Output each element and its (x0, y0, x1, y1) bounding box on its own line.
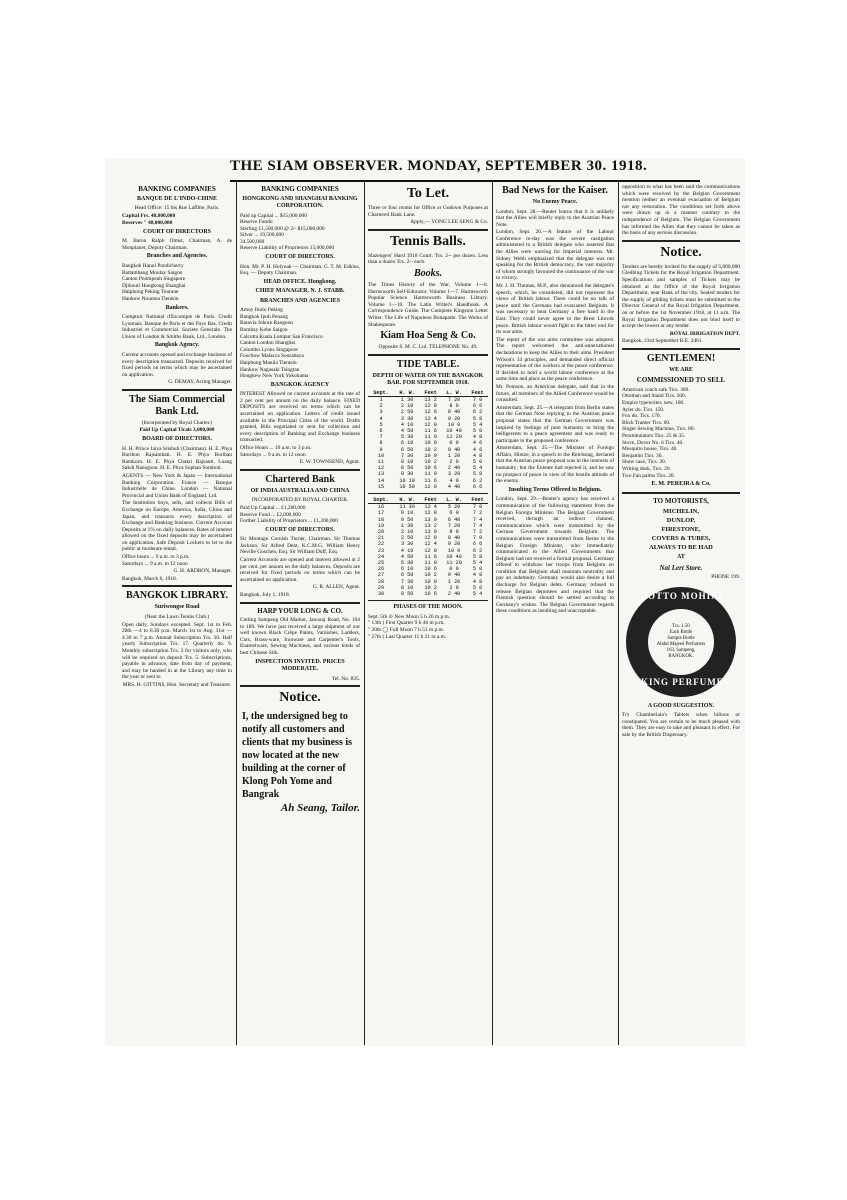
divider (122, 389, 232, 391)
tide-cell: 2 0 (449, 458, 459, 465)
tide-column-header: Feet (420, 497, 441, 504)
tide-cell: 17 (377, 510, 385, 517)
column-rule (236, 180, 237, 1045)
tide-cell: 9 (379, 446, 383, 453)
tide-cell: 3 (379, 409, 383, 416)
tide-cell: 7 4 (472, 516, 483, 523)
tide-row (368, 484, 488, 490)
directors-heading: COURT OF DIRECTORS. (265, 254, 335, 261)
tide-cell: 1 (379, 396, 383, 403)
harp-text: Cutting Sampeng Old Market, Jawaraj Road, No. 104 to 189. We have just received a large shipment of our well known Black Crêpe Paints, Varnishes, Ladders, Cots, Brass-ware, Ironware and Carpenter's Tools, Enamelware, Sewing Machines, and various kinds of best Chinese Silk. (240, 617, 360, 656)
tide-cell: 8 50 (400, 465, 414, 472)
tide-cell: 5 4 (472, 421, 483, 428)
capital-line: Capital Frs. 48,000,000 (122, 212, 176, 219)
tide-cell: 6 6 (472, 541, 483, 548)
tide-cell: 10 0 (447, 421, 461, 428)
tide-cell: 11 20 (446, 434, 462, 441)
siam-hours: Office hours ... 9 a.m. to 3 p.m. Saturdays ... 9 a.m. to 12 noon (122, 554, 190, 567)
tide-cell: 12 0 (424, 547, 437, 554)
tide-cell: 4 8 (472, 578, 483, 585)
tide-cell: 29 (377, 584, 385, 591)
article-paragraph: London, Sept. 26.—A feature of the Labour Conference to-day was the severe castigation administered to a British delegate who asserted that the Allies were warring for Imperial interests. Mr. Sidney Webb emphasized that the delegate was not speaking for the British democracy, the vast majority of whom strongly favoured the continuance of the war to victory. (496, 229, 614, 282)
tide-cell: 5 0 (472, 584, 483, 591)
siam-board-heading: BOARD OF DIRECTORS. (142, 436, 212, 443)
column-5 (622, 183, 740, 1043)
tide-cell: 10 (377, 452, 385, 459)
tide-cell: 10 6 (424, 591, 437, 598)
tide-cell: 8 10 (400, 584, 414, 591)
article-paragraph: London, Sept. 28.—Reuter learns that it is unlikely that the Allies will briefly reply to the Austrian Peace Note. (496, 208, 614, 228)
tide-cell: 10 6 (424, 566, 437, 573)
divider (368, 600, 488, 601)
bankers-heading: Bankers. (165, 304, 189, 311)
divider (368, 493, 488, 494)
siam-incorporated: (Incorporated by Royal Charter.) (141, 419, 213, 426)
tide-cell: 12 8 (424, 510, 437, 517)
tide-cell: 2 50 (400, 409, 414, 416)
divider (622, 240, 740, 242)
column-3 (368, 183, 488, 1043)
branches-heading: Branches and Agencies. (146, 253, 208, 260)
tide-cell: 8 (379, 440, 383, 447)
tide-table-am (368, 390, 488, 490)
tide-cell: 26 (377, 566, 385, 573)
branches-list: Bangkok Hanoi Pondicherry Battambang Moulay Saigon Canton Pnompenh Singapore Djibouti Hongkong Shanghai Haiphong Peking Tourane Hankow Noumea Tientsin (122, 262, 186, 302)
tide-table-pm (368, 497, 488, 597)
commissioned-heading: COMMISSIONED TO SELL (636, 376, 726, 385)
tide-cell: 11 (377, 458, 385, 465)
tide-column-header: Feet (420, 390, 441, 397)
tide-cell: 6 0 (449, 510, 459, 517)
tide-cell: 6 50 (400, 446, 414, 453)
tide-cell: 7 0 (472, 535, 483, 542)
chartered-directors: Sir Montagu Cornish Turner, Chairman. Sir Thomas Jackson. Sir Alfred Dent, K.C.M.G. William Henry Neville Goschen, Esq. Sir William Duff, Esq. (240, 536, 360, 556)
branches-list: Amoy Iloilo Peking Bangkok Ipoh Penang Batavia Johore Rangoon Bombay Kobe Saigon Calcutta Kuala Lumpur San Francisco Canton London Shanghai Colombo Lyons Singapore Foochow Malacca Sourabaya Haiphong Manila Tientsin Hankow Nagasaki Tsingtau Hongkew New York Yokohama (240, 307, 323, 380)
siam-agents: AGENTS — New York & Japan — International Banking Corporation. France — Banque Industrielle de Chine. London — National Provincial and Union Bank of England, Ltd. (122, 472, 232, 499)
tide-column-header: H. W. (394, 497, 420, 504)
suggestion-heading: A GOOD SUGGESTION. (647, 702, 715, 709)
tide-cell: 19 (377, 522, 385, 529)
tide-cell: 7 2 (472, 510, 483, 517)
tide-cell: 4 6 (472, 446, 483, 453)
tide-cell: 1 20 (447, 452, 461, 459)
tide-cell: 27 (377, 572, 385, 579)
tide-cell: 10 2 (424, 458, 437, 465)
tide-cell: 9 20 (447, 541, 461, 548)
tide-cell: 12 (377, 465, 385, 472)
tide-cell: 0 0 (449, 440, 459, 447)
tide-cell: 11 30 (399, 504, 415, 511)
tide-cell: 10 0 (424, 578, 437, 585)
office-hours: Office Hours ... 10 a.m. to 3 p.m. Saturdays ... 9 a.m. to 12 noon (240, 445, 312, 458)
tide-subheading: DEPTH OF WATER ON THE BANGKOK BAR. FOR SEPTEMBER 1918. (372, 372, 484, 387)
tide-cell: 12 6 (424, 409, 437, 416)
article-paragraph: Mr. J. H. Thomas, M.P., also denounced the delegate's speech, which, he considered, did not represent the views of British labour. There could be no talk of peace until the Germans had evacuated Belgium. It was necessary to beat Germany a free hand in the East. They could never agree to the Brest Litovsk peace. British labour would fight to the bitter end for its war aims. (496, 283, 614, 336)
store-name: Nai Lert Store. (659, 563, 703, 572)
tide-heading: TIDE TABLE. (396, 358, 460, 370)
tide-cell: 13 2 (424, 396, 437, 403)
chartered-subheading: OF INDIA AUSTRALIA AND CHINA (250, 487, 350, 494)
agency-heading: Bangkok Agency. (154, 342, 200, 349)
tide-cell: 10 2 (424, 584, 437, 591)
tide-cell: 6 50 (400, 572, 414, 579)
tide-cell: 13 0 (424, 528, 437, 535)
tide-cell: 2 10 (400, 403, 414, 410)
tide-cell: 11 6 (424, 427, 437, 434)
divider (240, 469, 360, 471)
tide-cell: 4 10 (400, 421, 414, 428)
seal-top-text: OTTO MOHINI (648, 590, 724, 601)
tide-cell: 7 2 (472, 528, 483, 535)
tide-cell: 5 8 (472, 553, 483, 560)
section-heading: BANKING COMPANIES (261, 185, 339, 193)
motorists-heading: TO MOTORISTS, (653, 496, 709, 505)
tide-cell: 8 10 (400, 458, 414, 465)
tide-cell: 5 0 (472, 566, 483, 573)
tide-cell: 12 0 (424, 483, 437, 490)
tide-cell: 0 40 (447, 572, 461, 579)
tide-cell: 2 10 (400, 528, 414, 535)
tide-cell: 4 50 (400, 553, 414, 560)
tide-cell: 23 (377, 547, 385, 554)
tide-cell: 6 2 (472, 477, 483, 484)
tide-cell: 11 0 (424, 560, 437, 566)
agency-text: Current accounts opened and exchange business of every description transacted. Deposits received for fixed periods on terms which may be ascertained on application. (122, 351, 232, 378)
chartered-heading: Chartered Bank (265, 473, 335, 485)
tide-cell: 12 4 (424, 541, 437, 548)
store-phone: PHONE 199. (711, 574, 740, 581)
tide-cell: 2 (379, 403, 383, 410)
tide-cell: 22 (377, 541, 385, 548)
tennis-text: Slazengers' Hard 1918 Court. Tcs. 2-- per dozen. Less than a dozen Tcs. 2-- each. (368, 252, 488, 266)
tide-cell: 8 40 (447, 409, 461, 416)
tide-cell: 5 0 (472, 427, 483, 434)
tide-cell: 24 (377, 553, 385, 560)
tide-cell: 4 6 (472, 440, 483, 447)
kiam-subheading: Opposite S. M. C. Ltd. TELEPHONE No. 49. (378, 344, 478, 351)
tide-cell: 18 (377, 516, 385, 523)
section-heading: BANKING COMPANIES (138, 185, 216, 193)
tide-cell: 11 0 (424, 471, 437, 478)
tide-cell: 12 4 (424, 504, 437, 511)
directors-text: M. Baron Ralph Olmst, Chairman, A. de Monplanet, Deputy Chairman. (122, 238, 232, 251)
head-office: HEAD OFFICE. Hongkong. (263, 278, 337, 285)
irrigation-notice-date: Bangkok, 23rd September B.E. 2461. (622, 338, 703, 345)
tide-cell: 28 (377, 578, 385, 585)
tide-cell: 2 50 (400, 535, 414, 542)
divider (122, 585, 232, 587)
tide-cell: 4 8 (472, 434, 483, 441)
agency-signature: G. DEMAY, Acting Manager. (168, 379, 232, 386)
tide-cell: 5 4 (472, 560, 483, 566)
chartered-capital: Paid Up Capital ... £1,200,000 Reserve Fund ... £2,000,000 Further Liability of Proprietors ... £1,200,000 (240, 504, 338, 525)
tide-cell: 8 0 (449, 528, 459, 535)
tide-cell: 7 4 (472, 522, 483, 529)
tide-cell: 9 30 (400, 471, 414, 478)
tide-cell: 10 0 (447, 547, 461, 554)
tide-cell: 10 50 (399, 483, 415, 490)
harp-heading: HARP YOUR LONG & CO. (257, 606, 343, 615)
tide-column-header: Sept. (368, 390, 394, 397)
article-subheading-belgium: Insulting Terms Offered to Belgium. (508, 486, 602, 493)
tide-cell: 6 40 (447, 516, 461, 523)
tide-cell: 11 20 (446, 560, 462, 566)
divider (622, 348, 740, 350)
tide-cell: 1 20 (447, 578, 461, 585)
tennis-heading: Tennis Balls. (390, 233, 466, 249)
tide-cell: 0 40 (447, 446, 461, 453)
capital-block: Paid up Capital ... $15,000,000 Reserve Funds: Sterling £1,500,000 @ 2/- $15,000,000 Silver ... 19,500,000 34,500,000 Reserve Liability of Proprietors 15,000,000 (240, 212, 335, 252)
tide-cell: 6 6 (472, 403, 483, 410)
tide-cell: 10 2 (424, 446, 437, 453)
tide-cell: 10 6 (424, 440, 437, 447)
tide-cell: 3 30 (400, 415, 414, 422)
tide-cell: 3 20 (447, 471, 461, 478)
tide-cell: 12 8 (424, 403, 437, 410)
bankers-text: Comptoir National d'Escompte de Paris. Credit Lyonnais. Banque de Paris et des Pays Bas. Credit Industriel et Commercial. Societe Generale. The Union of London & Smiths Bank, Ltd., London. (122, 314, 232, 340)
tide-cell: 11 6 (424, 477, 437, 484)
agency-signature: E. W. TOWNSEND, Agent. (299, 459, 360, 466)
tide-cell: 3 30 (400, 541, 414, 548)
siam-date: Bangkok, March 6, 1918. (122, 575, 178, 582)
divider (240, 602, 360, 604)
column-rule (364, 180, 365, 1045)
seal-bottom-text: KING PERFUMES (641, 676, 730, 687)
tide-column-header: L. W. (441, 390, 467, 397)
head-office: Head Office: 15 bis Rue Laffitte, Paris. (134, 205, 220, 211)
tide-column-header: Feet (467, 390, 488, 397)
tide-cell: 5 8 (472, 471, 483, 478)
bank-name: HONGKONG AND SHANGHAI BANKING CORPORATION. (242, 195, 358, 209)
article-paragraph: London, Sept. 29.—Reuter's agency has received a communication of the following statement from the Belgian Foreign Minister. The Belgian Government received, through an indirect channel, communications which were transmitted by the German Government towards Belgium. The communications were transmitted from Berne to the Belgian Foreign Minister, who immediately communicated to the Allied Governments that Belgium had not received a formal proposal. Germany offered to withdraw her troops from Belgium on condition that Belgium shall maintain neutrality and pay an indemnity. Germany would also desire a full discharge for Belgian debts. Germany refused to release Belgian deportees and required that the Flemish question should be settled according to Germany's wishes. The Belgian Government regards these conditions as insulting and unacceptable. (496, 496, 614, 615)
tide-cell: 12 0 (424, 421, 437, 428)
divider (368, 354, 488, 356)
tide-cell: 1 30 (400, 522, 414, 529)
tide-cell: 4 8 (472, 572, 483, 579)
tide-cell: 4 40 (447, 483, 461, 490)
tide-cell: 25 (377, 560, 385, 566)
chartered-signature: G. R. ALLEN, Agent. (312, 584, 360, 591)
tide-cell: 5 0 (472, 458, 483, 465)
tide-cell: 6 2 (472, 547, 483, 554)
tide-cell: 13 (377, 471, 385, 478)
to-let-text: Three or four rooms for Office or Godown Purposes at Chartered Bank Lane. (368, 205, 488, 218)
harp-invite: INSPECTION INVITED. PRICES MODERATE. (255, 658, 345, 673)
tide-cell: 21 (377, 535, 385, 542)
article-paragraph: Amsterdam, Sept. 25.—The Minister of Foreign Affairs, Hintze, in a speech to the Reichstag, declared that the Austrian peace proposal was in the interests of humanity; but the Entente had rejected it, and he saw no prospect of peace in view of the hostile attitude of the enemy. (496, 445, 614, 485)
irrigation-notice-heading: Notice. (660, 244, 702, 260)
irrigation-notice-signature: ROYAL IRRIGATION DEPT. (669, 330, 740, 337)
tide-cell: 2 40 (447, 591, 461, 598)
tide-cell: 10 0 (424, 452, 437, 459)
books-text: The Times History of the War. Volume 1—8. Harmsworth Self-Educator. Volume 1—7. Harmsworth Popular Science. Harmsworth Business Library. Volume 1—10. The Latin Writer's Handbook. A Correspondence Guide. The Complete Kingston Letter Writer. The Life of Napoleon Bonaparte. The Works of Shakespeare. (368, 281, 488, 328)
library-text: Open daily, Sundays excepted. Sept. 1st to Feb. 28th —4 to 6.30 p.m. March 1st to Aug. 31st —4.30 to 7 p.m. Annual Subscription Tcs. 30. Half yearly Subscription Tcs. 17. Quarterly do. 9. Monthly subscription Tcs. 3 for visitors only, who will be required on deposit Tcs. 5. Subscriptions, payable in advance, date from day of payment, and may be handed in at the Library any time in the year or sent to (122, 621, 232, 681)
tide-cell: 20 (377, 528, 385, 535)
tide-cell: 4 50 (400, 427, 414, 434)
tide-cell: 8 0 (449, 403, 459, 410)
agency-heading: BANGKOK AGENCY (270, 381, 330, 388)
bank-name: BANQUE DE L'INDO-CHINE (136, 195, 217, 202)
tide-cell: 13 0 (424, 516, 437, 523)
masthead: THE SIAM OBSERVER. MONDAY, SEPTEMBER 30. 1918. (230, 158, 700, 182)
library-location: (Near the Lawn Tennis Club.) (144, 613, 210, 620)
article-paragraph: Amsterdam, Sept. 25.—A telegram from Berlin states that the German Note replying to the Austrian peace proposal states that the German Government was inspired by feelings of pure humanity to bring the belligerents to a peace agreement and was ready to participate in the proposed conference. (496, 404, 614, 444)
siam-signature: G. H. ARDRON, Manager. (173, 568, 232, 575)
tide-cell: 6 10 (400, 566, 414, 573)
tide-cell: 7 0 (472, 396, 483, 403)
tide-cell: 8 40 (447, 535, 461, 542)
tide-cell: 7 20 (447, 396, 461, 403)
chartered-incorporated: INCORPORATED BY ROYAL CHARTER. (251, 497, 349, 504)
tide-cell: 11 0 (424, 434, 437, 441)
motorists-at: AT (677, 554, 685, 561)
tide-cell: 5 20 (447, 504, 461, 511)
tide-cell: 5 30 (400, 434, 414, 441)
harp-telephone: Tel. No. 835. (331, 675, 360, 682)
tide-cell: 7 20 (447, 522, 461, 529)
tide-cell: 0 0 (449, 566, 459, 573)
sale-signature: E. M. PEREIRA & Co. (651, 481, 711, 488)
tide-cell: 14 (377, 477, 385, 484)
directors-heading: COURT OF DIRECTORS (142, 228, 212, 235)
divider (622, 492, 740, 494)
seal-inner (648, 609, 714, 675)
column-2 (240, 183, 360, 1043)
article-continuation: opposition to what has been said the communications which were received by the Belgian Government mention neither an eventual evacuation of Belgium nor any restoration. The conditions set forth above were drawn up in a manner contrary to the independence of Belgium. The Belgian Government has informed the Allies that they cannot be taken as the basis of any serious discussion. (622, 184, 740, 237)
article-paragraph: Mr. Pomson, an American delegate, said that in the future, all members of the Allied Conference would be consulted. (496, 383, 614, 404)
tide-cell: 7 0 (472, 504, 483, 511)
column-rule (618, 180, 619, 1045)
tide-cell: 5 4 (472, 465, 483, 472)
suggestion-text: Try Chamberlain's Tablets when bilious or constipated. You are certain to be much pleased with them. They are easy to take and pleasant in effect. For sale by the British Dispensary. (622, 712, 740, 739)
tide-row (368, 504, 488, 511)
books-heading: Books. (413, 267, 443, 279)
tide-cell: 4 8 (472, 452, 483, 459)
siam-capital: Paid Up Capital Ticals 3,000,000 (139, 427, 215, 434)
siam-text: The Institution buys, sells, and collects Bills of Exchange on Europe, America, India, China and Japan, and transacts every description of Exchange and Banking business. Current Account Deposits at 1% on daily balances. Rates of interest allowed on the fixed deposits may be ascertained on application. Safe Deposit Lockers to let to the public at moderate rental. (122, 500, 232, 553)
tide-column-header: H. W. (394, 390, 420, 397)
tide-cell: 15 (377, 483, 385, 490)
tide-cell: 10 40 (446, 427, 462, 434)
tide-cell: 10 10 (399, 477, 415, 484)
moon-heading: PHASES OF THE MOON. (393, 604, 463, 611)
tide-cell: 6 (379, 427, 383, 434)
tide-cell: 4 0 (449, 477, 459, 484)
tide-cell: 4 10 (400, 547, 414, 554)
tide-cell: 8 50 (400, 591, 414, 598)
tide-cell: 5 8 (472, 415, 483, 422)
siam-directors: H. H. Prince Jaiya Srisbuti (Chairman). H. E. Phya Boribun Rajsambati. H. E. Phya Boriban Ramkorn. H. E. Phya Chakri Rajsanti. Luang Sakdi Nanogson. H. E. Phya Suphan Somboti. (122, 445, 232, 472)
tide-cell: 2 0 (449, 584, 459, 591)
tide-row (368, 591, 488, 597)
branches-heading: BRANCHES AND AGENCIES (259, 297, 341, 304)
tide-cell: 7 30 (400, 578, 414, 585)
tide-cell: 13 2 (424, 522, 437, 529)
sale-list: American coach safe Tics. 300. Ottoman and Stand Tics. 200. Empire typewriter, new, 180. Ayler do. Tics. 150. Fox do. Tics. 170. Blick Tramer Tics. 60. Singer Sewing Machine, Tics. 80. Perambulators Tics. 25 & 35. Stove, Dover No. 6 Tics. 40. Mosquito house, Tics. 40. Benjamin Tics. 30. Show case, Tics. 30. Writing desk, Tics. 20. Two Fan palms Tics. 20. (622, 386, 695, 479)
agency-text: INTEREST Allowed on current accounts at the rate of 2 per cent per annum on the daily balance. FIXED DEPOSITS are received on terms which can be ascertained on application. Letters of credit issued available in the Principal Cities of the world. Drafts granted, Bills negotiated or sent for collection and every description of Banking and Exchange business transacted. (240, 391, 360, 444)
tide-cell: 30 (377, 591, 385, 598)
tide-cell: 6 6 (472, 483, 483, 490)
tide-cell: 16 (377, 504, 385, 511)
directors-text: Hon. Mr. P. H. Holyoak — Chairman. G. T. M. Edkins, Esq. — Deputy Chairman. (240, 263, 360, 277)
tide-cell: 12 4 (424, 415, 437, 422)
notice-heading: Notice. (279, 690, 321, 706)
tide-cell: 4 (379, 415, 383, 422)
tide-cell: 7 (379, 434, 383, 441)
library-signature: MRS. H. GITTINS, Hon. Secretary and Treasurer. (122, 681, 232, 688)
notice-body: I, the undersigned beg to notify all customers and clients that my business is now located at the new building at the corner of Klong Poh Yome and Bangrak (242, 711, 353, 801)
tide-cell: 5 (379, 421, 383, 428)
column-1 (122, 183, 232, 1043)
article-subheading: No Enemy Peace. (532, 199, 578, 205)
tide-cell: 10 2 (424, 572, 437, 579)
gentlemen-subheading: WE ARE (669, 366, 693, 373)
divider (368, 229, 488, 231)
chartered-text: Current Accounts are opened and interest allowed at 2 per cent. per annum on the daily balances. Deposits are received for fixed periods on terms which can be ascertained on application. (240, 556, 360, 583)
tide-cell: 5 30 (400, 560, 414, 566)
seal-inner-text: Tcs. 1.50 Each Bottle Sample Bottle Abdul Majeed Perfumers 163, Sampeng, BANGKOK. (656, 623, 706, 659)
chartered-directors-heading: COURT OF DIRECTORS. (265, 526, 335, 533)
tide-cell: 9 20 (447, 415, 461, 422)
chartered-date: Bangkok, July 1, 1918. (240, 591, 291, 598)
tide-row (368, 396, 488, 403)
library-subheading: Suriwongse Road (154, 604, 200, 611)
kiam-heading: Kiam Hoa Seng & Co. (380, 330, 476, 342)
tide-cell: 0 50 (400, 516, 414, 523)
article-paragraph: The report of the war aims committee was adopted. The report welcomed the anti-annexationist declarations to keep the Allies to their aims. President Wilson's 14 principles, and demanded direct official representation of the workers at the peace conference. It decided to hold a world labour conference at the same time and place as the peace conference. (496, 336, 614, 383)
tide-column-header: Sept. (368, 497, 394, 504)
irrigation-notice-text: Tenders are hereby invited for the supply of 5,000,000 Gledhing Tickets for the Royal Irrigation Department. Specifications and samples of Tickets may be obtained at the Office of the Royal Irrigation Department, near Bank of the city. Sealed tenders for the supply of gliding tickets must be submitted to the Director General of the Royal Irrigation Department, on or before the 1st November 1918, at 11 a.m. The Royal Irrigation Department does not bind itself to accept the lowest or any tender. (622, 263, 740, 330)
tide-cell: 5 4 (472, 591, 483, 598)
tide-cell: 6 2 (472, 409, 483, 416)
tide-column-header: L. W. (441, 497, 467, 504)
column-4 (496, 183, 614, 1043)
tide-cell: 1 30 (400, 396, 414, 403)
tide-cell: 10 40 (446, 553, 462, 560)
tide-cell: 0 10 (400, 510, 414, 517)
column-rule (492, 180, 493, 1045)
tide-cell: 12 8 (424, 535, 437, 542)
tide-cell: 11 6 (424, 553, 437, 560)
chief-manager: CHIEF MANAGER. N. J. STABB. (255, 288, 345, 295)
siam-bank-heading: The Siam Commercial Bank Ltd. (129, 393, 225, 417)
tide-cell: 10 6 (424, 465, 437, 472)
reserves-line: Reserves " 48,000,000 (122, 220, 173, 227)
tyre-brands: MICHELIN, DUNLOP, FIRESTONE, COVERS & TUBES, ALWAYS TO BE HAD (649, 508, 713, 552)
divider (240, 685, 360, 687)
to-let-apply: Apply,— YONG LEE SENG & Co. (410, 219, 488, 226)
moon-phases: Sept. 5th ⊙ New Moon 5 h 26 m p.m. " 13th ) First Quarter 9 h 46 m p.m. " 20th ◯ Full Moon 7 h 51 m p.m. " 27th ( Last Quarter 11 h 21 m a.m. (368, 613, 451, 640)
tide-column-header: Feet (467, 497, 488, 504)
tide-cell: 2 40 (447, 465, 461, 472)
perfume-seal (626, 587, 736, 697)
to-let-heading: To Let. (406, 186, 450, 201)
library-heading: BANGKOK LIBRARY. (125, 590, 229, 602)
tide-cell: 6 10 (400, 440, 414, 447)
notice-signature: Ah Seang, Tailor. (280, 802, 360, 815)
gentlemen-heading: GENTLEMEN! (646, 352, 716, 364)
tide-cell: 7 30 (400, 452, 414, 459)
article-heading: Bad News for the Kaiser. (502, 185, 608, 196)
